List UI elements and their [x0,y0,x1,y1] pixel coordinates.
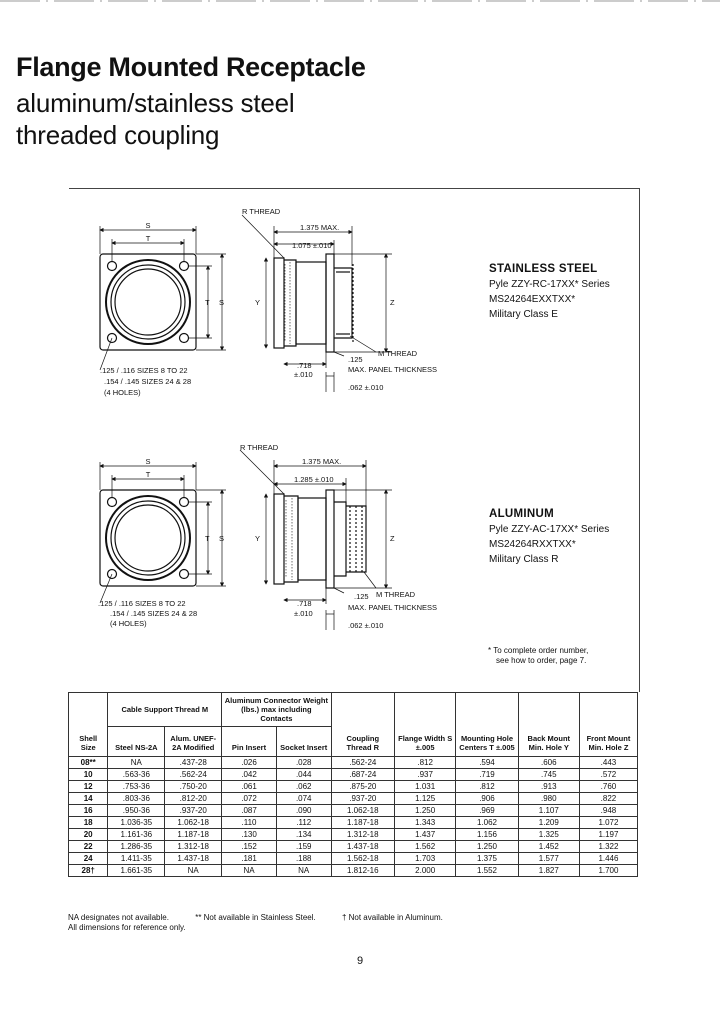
aluminum-panel-label: MAX. PANEL THICKNESS [348,603,438,612]
stainless-z-label: Z [390,298,395,307]
stainless-s-side-label: S [219,298,225,307]
aluminum-length2-label: 1.285 ±.010 [294,475,334,484]
header-flange-width: Flange Width S ±.005 [395,693,456,757]
order-note-line2: see how to order, page 7. [496,656,587,665]
table-row: 24 1.411-35 1.437-18 .181 .188 1.562-18 1.703 1.375 1.577 1.446 [69,853,638,865]
aluminum-s-label: S [145,457,151,466]
page-subtitle-line1: aluminum/stainless steel [16,88,295,118]
header-cable-support: Cable Support Thread M [108,693,222,727]
stainless-max-length-label: 1.375 MAX. [300,223,340,232]
aluminum-z-label: Z [390,534,395,543]
table-row: 20 1.161-36 1.187-18 .130 .134 1.312-18 1.437 1.156 1.325 1.197 [69,829,638,841]
stainless-front-view [100,254,196,350]
stainless-holes-line2: .154 / .145 SIZES 24 & 28 [104,377,192,386]
table-row: 28† 1.661-35 NA NA NA 1.812-16 2.000 1.552 1.827 1.700 [69,865,638,877]
note-reference: All dimensions for reference only. [68,923,186,932]
stainless-r-thread-label: R THREAD [242,207,281,216]
table-row: 12 .753-36 .750-20 .061 .062 .875-20 1.031 .812 .913 .760 [69,781,638,793]
table-row: 08** NA .437-28 .026 .028 .562-24 .812 .594 .606 .443 [69,757,638,769]
aluminum-series-ms: MS24264RXXTXX* [489,539,576,550]
header-coupling-thread: Coupling Thread R [331,693,394,757]
table-row: 22 1.286-35 1.312-18 .152 .159 1.437-18 1.562 1.250 1.452 1.322 [69,841,638,853]
aluminum-max-length-label: 1.375 MAX. [302,457,342,466]
stainless-length2-label: 1.075 ±.010 [292,241,332,250]
stainless-062-label: .062 ±.010 [348,383,384,392]
aluminum-718-tol-label: ±.010 [294,609,313,618]
stainless-t-label: T [145,234,151,243]
table-row: 10 .563-36 .562-24 .042 .044 .687-24 .937 .719 .745 .572 [69,769,638,781]
header-shell-size: Shell Size [69,693,108,757]
aluminum-t-label: T [145,470,151,479]
stainless-panel-label: MAX. PANEL THICKNESS [348,365,438,374]
header-back-mount: Back Mount Min. Hole Y [518,693,579,757]
table-row: 18 1.036-35 1.062-18 .110 .112 1.187-18 1.343 1.062 1.209 1.072 [69,817,638,829]
aluminum-m-thread-label: M THREAD [376,590,416,599]
header-weight: Aluminum Connector Weight (lbs.) max including Contacts [222,693,331,727]
header-socket-insert: Socket Insert [276,727,331,757]
stainless-s-label: S [145,221,151,230]
aluminum-s-side-label: S [219,534,225,543]
page-subtitle-line2: threaded coupling [16,120,220,150]
aluminum-062-label: .062 ±.010 [348,621,384,630]
aluminum-series-class: Military Class R [489,554,559,565]
aluminum-r-thread-label: R THREAD [240,443,279,452]
aluminum-y-label: Y [255,534,261,543]
stainless-718-label: .718 [297,361,312,370]
stainless-t-side-label: T [205,298,210,307]
table-row: 16 .950-36 .937-20 .087 .090 1.062-18 1.250 .969 1.107 .948 [69,805,638,817]
aluminum-holes-line1: .125 / .116 SIZES 8 TO 22 [98,599,186,608]
header-front-mount: Front Mount Min. Hole Z [579,693,637,757]
stainless-y-label: Y [255,298,261,307]
aluminum-series-name: ALUMINUM [489,508,554,520]
stainless-holes-line1: .125 / .116 SIZES 8 TO 22 [100,366,188,375]
stainless-series-part: Pyle ZZY-RC-17XX* Series [489,279,610,290]
stainless-718-tol-label: ±.010 [294,370,313,379]
aluminum-125-label: .125 [354,592,369,601]
header-pin-insert: Pin Insert [222,727,277,757]
order-note-line1: * To complete order number, [488,646,589,655]
aluminum-holes-line3: (4 HOLES) [110,619,147,628]
header-mounting-holes: Mounting Hole Centers T ±.005 [456,693,518,757]
stainless-125-label: .125 [348,355,363,364]
aluminum-718-label: .718 [297,599,312,608]
stainless-series-name: STAINLESS STEEL [489,263,598,275]
aluminum-front-view [100,490,196,586]
note-star: ** Not available in Stainless Steel. [195,913,316,922]
aluminum-t-side-label: T [205,534,210,543]
table-row: 14 .803-36 .812-20 .072 .074 .937-20 1.125 .906 .980 .822 [69,793,638,805]
stainless-series-ms: MS24264EXXTXX* [489,294,576,305]
note-dagger: † Not available in Aluminum. [341,913,443,922]
page-title: Flange Mounted Receptacle [16,52,366,82]
aluminum-side-view [274,490,366,588]
table-notes [68,913,467,933]
aluminum-series-part: Pyle ZZY-AC-17XX* Series [489,524,610,535]
aluminum-holes-line2: .154 / .145 SIZES 24 & 28 [110,609,198,618]
dimension-table [68,692,638,877]
stainless-dimension-labels [100,207,437,397]
stainless-series-class: Military Class E [489,309,558,320]
note-na: NA designates not available. [68,913,169,922]
header-alum: Alum. UNEF-2A Modified [165,727,222,757]
stainless-m-thread-label: M THREAD [378,349,418,358]
stainless-holes-line3: (4 HOLES) [104,388,141,397]
header-steel: Steel NS-2A [108,727,165,757]
page-number: 9 [356,955,364,967]
stainless-side-view [274,254,353,352]
